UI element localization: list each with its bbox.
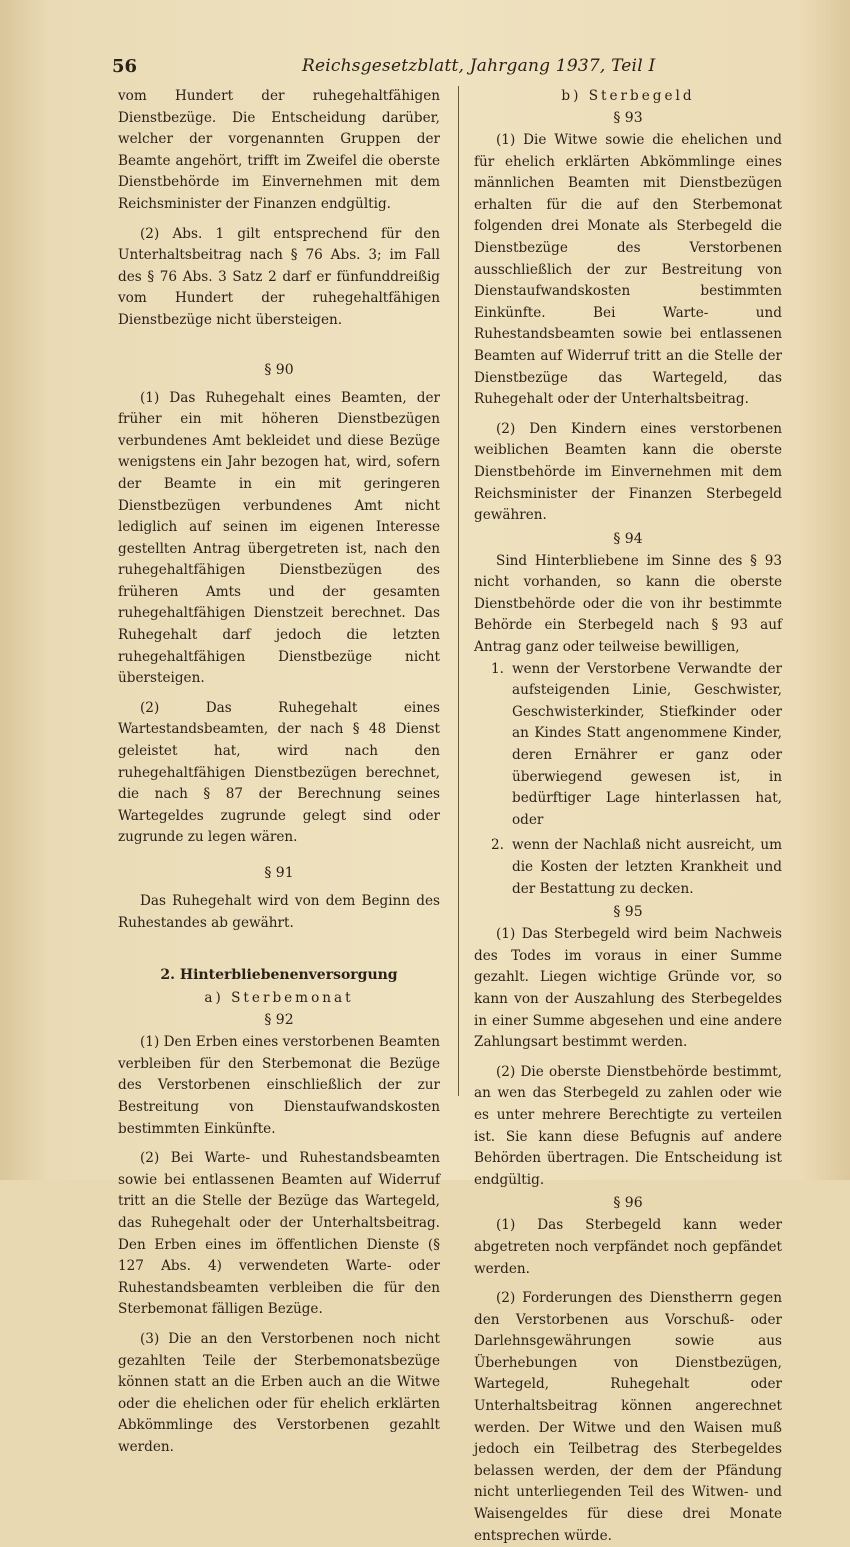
list-item-number: 2. bbox=[491, 837, 504, 854]
list-item-text: wenn der Nachlaß nicht ausreicht, um die Kosten der letzten Krankheit und der Bestattung zu decken. bbox=[512, 837, 782, 897]
section-96-heading: § 96 bbox=[613, 1195, 643, 1212]
section-90-heading: § 90 bbox=[264, 361, 294, 378]
left-column bbox=[118, 86, 440, 1458]
list-item-text: wenn der Verstorbene Verwandte der aufsteigenden Linie, Geschwister, Geschwisterkinder, Stiefkinder oder an Kindes Statt angenommene Kinder, deren Ernährer er ganz oder überwiegend gewesen ist, in bedürftiger Lage hinterlassen hat, oder bbox=[512, 660, 782, 828]
chapter-heading-hinterbliebenenversorgung: 2. Hinterbliebenenversorgung bbox=[160, 967, 398, 984]
list-item bbox=[474, 835, 782, 900]
paragraph-93-1: (1) Die Witwe sowie die ehelichen und für ehelich erklärten Abkömmlinge eines männlichen Beamten mit Dienstbezügen erhalten für die auf den Sterbemonat folgenden drei Monate als Sterbegeld die Dienstbezüge des Verstorbenen ausschließlich der zur Bestreitung von Dienstaufwandskosten bestimmten Einkünfte. Bei Warte- und Ruhestandsbeamten sowie bei entlassenen Beamten auf Widerruf tritt an die Stelle der Dienstbezüge das Wartegeld, das Ruhegehalt oder der Unterhaltsbeitrag. bbox=[474, 132, 782, 408]
paragraph-91: Das Ruhegehalt wird von dem Beginn des Ruhestandes ab gewährt. bbox=[118, 893, 440, 931]
section-94-heading: § 94 bbox=[613, 530, 643, 547]
right-column bbox=[474, 86, 782, 1547]
column-divider bbox=[458, 86, 459, 1096]
paragraph-96-2: (2) Forderungen des Dienstherrn gegen den Verstorbenen aus Vorschuß- oder Darlehnsgewährungen sowie aus Überhebungen von Dienstbezügen, Wartegeld, Ruhegehalt oder Unterhaltsbeitrag können angerechnet werden. Der Witwe und den Waisen muß jedoch ein Teilbetrag des Sterbegeldes belassen werden, der dem der Pfändung nicht unterliegenden Teil des Witwen- und Waisengeldes für diese drei Monate entsprechen würde. bbox=[474, 1290, 782, 1544]
subheading-sterbegeld: b) Sterbegeld bbox=[561, 88, 695, 104]
page-number: 56 bbox=[112, 56, 138, 77]
paragraph-92-3: (3) Die an den Verstorbenen noch nicht gezahlten Teile der Sterbemonatsbezüge können statt an die Erben auch an die Witwe oder die ehelichen oder für ehelich erklärten Abkömmlinge des Verstorbenen gezahlt werden. bbox=[118, 1330, 440, 1455]
paragraph-92-1: (1) Den Erben eines verstorbenen Beamten verbleiben für den Sterbemonat die Bezüge des Verstorbenen einschließlich der zur Bestreitung von Dienstaufwandskosten bestimmten Einkünfte. bbox=[118, 1034, 440, 1137]
paragraph-95-1: (1) Das Sterbegeld wird beim Nachweis des Todes im voraus in einer Summe gezahlt. Liegen wichtige Gründe vor, so kann von der Auszahlung des Sterbegeldes in einer Summe abgesehen und eine andere Zahlungsart bestimmt werden. bbox=[474, 926, 782, 1051]
paragraph-95-2: (2) Die oberste Dienstbehörde bestimmt, an wen das Sterbegeld zu zahlen oder wie es unter mehrere Berechtigte zu verteilen ist. Sie kann diese Befugnis auf andere Behörden übertragen. Die Entscheidung ist endgültig. bbox=[474, 1063, 782, 1188]
paragraph-90-2: (2) Das Ruhegehalt eines Wartestandsbeamten, der nach § 48 Dienst geleistet hat, wird nach den ruhegehaltfähigen Dienstbezügen berechnet, die nach § 87 der Berechnung seines Wartegeldes zugrunde gelegt sind oder zugrunde zu legen wären. bbox=[118, 699, 440, 846]
paragraph-continuation: vom Hundert der ruhegehaltfähigen Dienstbezüge. Die Entscheidung darüber, welcher der vorgenannten Gruppen der Beamte angehört, trifft im Zweifel die oberste Dienstbehörde im Einvernehmen mit dem Reichsminister der Finanzen endgültig. bbox=[118, 88, 440, 212]
page-header bbox=[112, 56, 656, 80]
section-93-heading: § 93 bbox=[613, 110, 643, 126]
paragraph-90-1: (1) Das Ruhegehalt eines Beamten, der früher ein mit höheren Dienstbezügen verbundenes Amt bekleidet und diese Bezüge wenigstens ein Jahr bezogen hat, wird, sofern der Beamte in ein mit geringeren Dienstbezügen verbundenes Amt nicht lediglich auf seinen im eigenen Interesse gestellten Antrag übergetreten ist, nach den ruhegehaltfähigen Dienstbezügen des früheren Amts und der gesamten ruhegehaltfähigen Dienstzeit berechnet. Das Ruhegehalt darf jedoch die letzten ruhegehaltfähigen Dienstbezüge nicht übersteigen. bbox=[118, 389, 440, 687]
section-95-heading: § 95 bbox=[613, 904, 643, 921]
running-title: Reichsgesetzblatt, Jahrgang 1937, Teil I bbox=[302, 56, 656, 76]
section-92-heading: § 92 bbox=[264, 1012, 294, 1029]
list-item bbox=[474, 659, 782, 832]
paragraph-89-abs2: (2) Abs. 1 gilt entsprechend für den Unterhaltsbeitrag nach § 76 Abs. 3; im Fall des § 76 Abs. 3 Satz 2 darf er fünfunddreißig vom Hundert der ruhegehaltfähigen Dienstbezüge nicht übersteigen. bbox=[118, 225, 440, 328]
paragraph-92-2: (2) Bei Warte- und Ruhestandsbeamten sowie bei entlassenen Beamten auf Widerruf tritt an die Stelle der Bezüge das Wartegeld, das Ruhegehalt oder der Unterhaltsbeitrag. Den Erben eines im öffentlichen Dienste (§ 127 Abs. 4) verwendeten Warte- oder Ruhestandsbeamten verbleiben die für den Sterbemonat fälligen Bezüge. bbox=[118, 1150, 440, 1318]
paragraph-94: Sind Hinterbliebene im Sinne des § 93 nicht vorhanden, so kann die oberste Dienstbehörde oder die von ihr bestimmte Behörde ein Sterbegeld nach § 93 auf Antrag ganz oder teilweise bewilligen, bbox=[474, 552, 782, 656]
section-91-heading: § 91 bbox=[264, 865, 294, 881]
paragraph-96-1: (1) Das Sterbegeld kann weder abgetreten noch verpfändet noch gepfändet werden. bbox=[474, 1217, 782, 1277]
list-item-number: 1. bbox=[491, 660, 504, 677]
paragraph-93-2: (2) Den Kindern eines verstorbenen weiblichen Beamten kann die oberste Dienstbehörde im Einvernehmen mit dem Reichsminister der Finanzen Sterbegeld gewähren. bbox=[474, 420, 782, 524]
subheading-sterbemonat: a) Sterbemonat bbox=[204, 990, 354, 1007]
